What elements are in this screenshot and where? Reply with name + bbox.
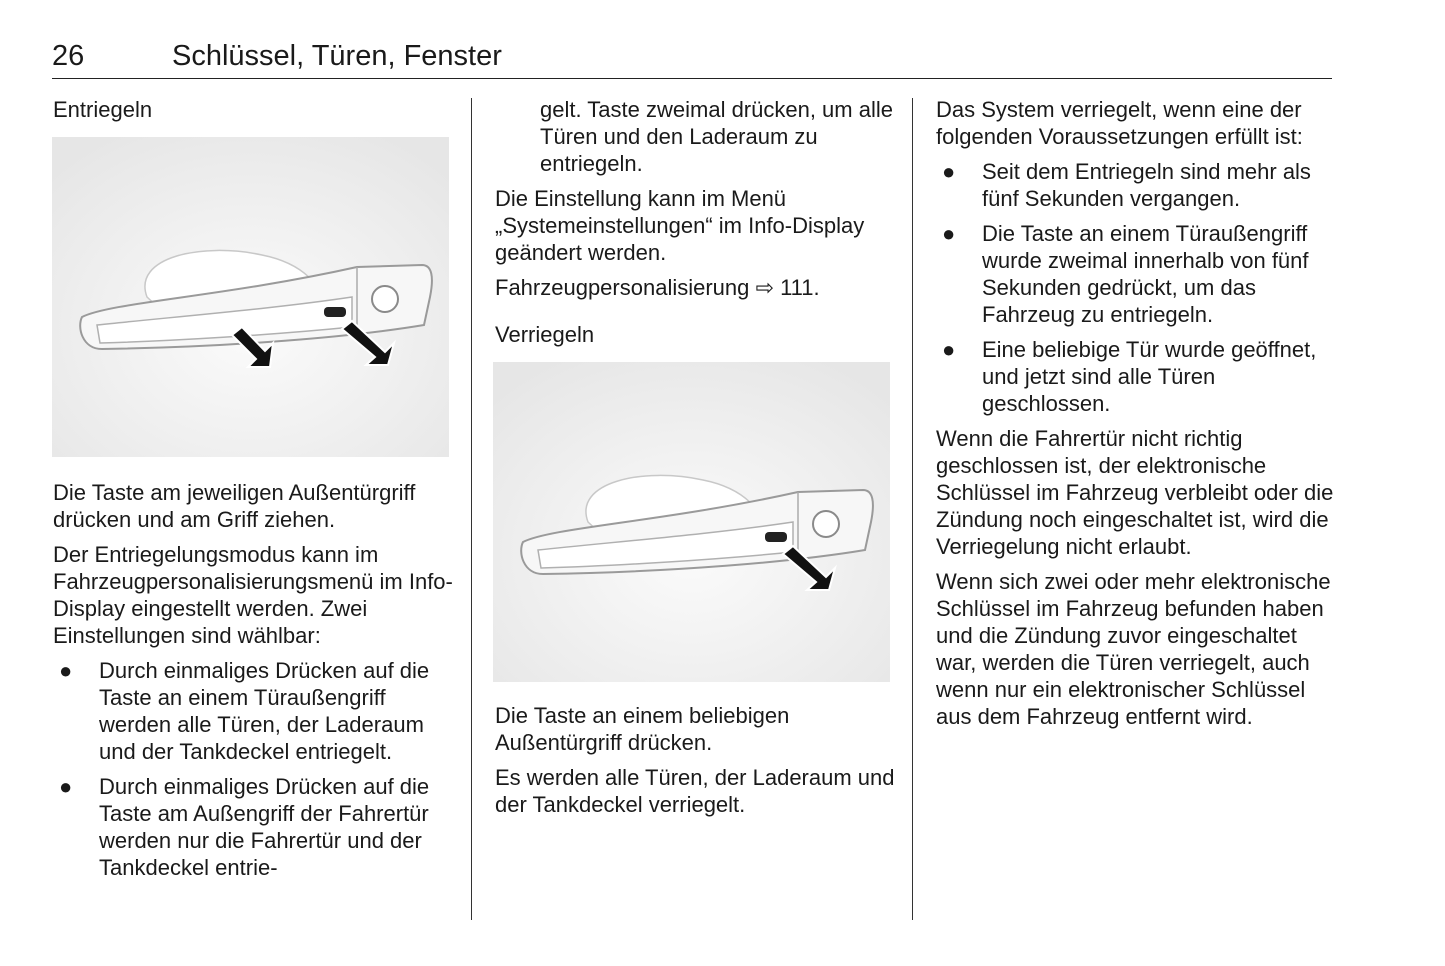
list-item: ● Eine beliebige Tür wurde geöffnet, und jetzt sind alle Türen geschlossen. (942, 337, 1317, 416)
unlock-paragraph-1: Die Taste am jeweiligen Außentürgriff drücken und am Griff ziehen. (53, 480, 416, 532)
column-divider (471, 98, 472, 920)
driver-door-paragraph: Wenn die Fahrertür nicht richtig geschlossen ist, der elektronische Schlüssel im Fahrzeug verbleibt oder die Zündung noch eingeschaltet ist, wird die Verriegelung nicht erlaubt. (936, 426, 1334, 559)
column-2 (495, 96, 895, 826)
section-title: Schlüssel, Türen, Fenster (172, 40, 502, 72)
subheading-lock: Verriegeln (495, 322, 595, 347)
lock-conditions-list (936, 158, 1336, 417)
bullet-icon: ● (59, 774, 73, 799)
bullet-icon: ● (942, 337, 956, 362)
list-item: ● Seit dem Entriegeln sind mehr als fünf Sekunden vergangen. (942, 159, 1311, 211)
bullet-icon: ● (942, 159, 956, 184)
settings-paragraph: Die Einstellung kann im Menü „Systemeinstellungen“ im Info-Display geändert werden. (495, 186, 865, 265)
list-item: ● Durch einmaliges Drücken auf die Taste an einem Türaußengriff werden alle Türen, der Laderaum und der Tankdeckel entriegelt. (59, 658, 430, 764)
unlock-paragraph-2: Der Entriegelungsmodus kann im Fahrzeugpersonalisierungsmenü im Info-Display eingestellt werden. Zwei Einstellungen sind wählbar: (53, 542, 453, 648)
multiple-keys-paragraph: Wenn sich zwei oder mehr elektronische Schlüssel im Fahrzeug befunden haben und die Zündung zuvor eingeschaltet war, werden die Türen verriegelt, auch wenn nur ein elektronischer Schlüssel aus dem Fahrzeug entfernt wird. (936, 569, 1331, 729)
list-item: ● Die Taste an einem Türaußengriff wurde zweimal innerhalb von fünf Sekunden gedrückt, um das Fahrzeug zu entriegeln. (942, 221, 1309, 327)
door-handle-unlock-illustration (52, 137, 449, 457)
conditions-intro: Das System verriegelt, wenn eine der folgenden Voraussetzungen erfüllt ist: (936, 97, 1303, 149)
door-handle-lock-illustration (493, 362, 890, 682)
column-divider (912, 98, 913, 920)
bullet-icon: ● (942, 221, 956, 246)
unlock-options-list (53, 657, 453, 881)
bullet-continuation: gelt. Taste zweimal drücken, um alle Türen und den Laderaum zu entriegeln. (540, 97, 893, 176)
subheading-unlock: Entriegeln (53, 97, 153, 122)
page-number: 26 (52, 40, 85, 72)
list-item: ● Durch einmaliges Drücken auf die Taste am Außengriff der Fahrertür werden nur die Fahrertür und der Tankdeckel entrie- (59, 774, 430, 880)
cross-reference[interactable]: Fahrzeugpersonalisierung ⇨ 111. (495, 275, 820, 300)
reference-page: 111. (780, 275, 820, 300)
arrow-right-icon: ⇨ (755, 275, 774, 300)
column-3 (936, 96, 1336, 738)
lock-paragraph-1: Die Taste an einem beliebigen Außentürgriff drücken. (495, 703, 790, 755)
bullet-icon: ● (59, 658, 73, 683)
lock-paragraph-2: Es werden alle Türen, der Laderaum und der Tankdeckel verriegelt. (495, 765, 895, 817)
page-header (52, 40, 1332, 79)
column-1 (53, 96, 453, 889)
